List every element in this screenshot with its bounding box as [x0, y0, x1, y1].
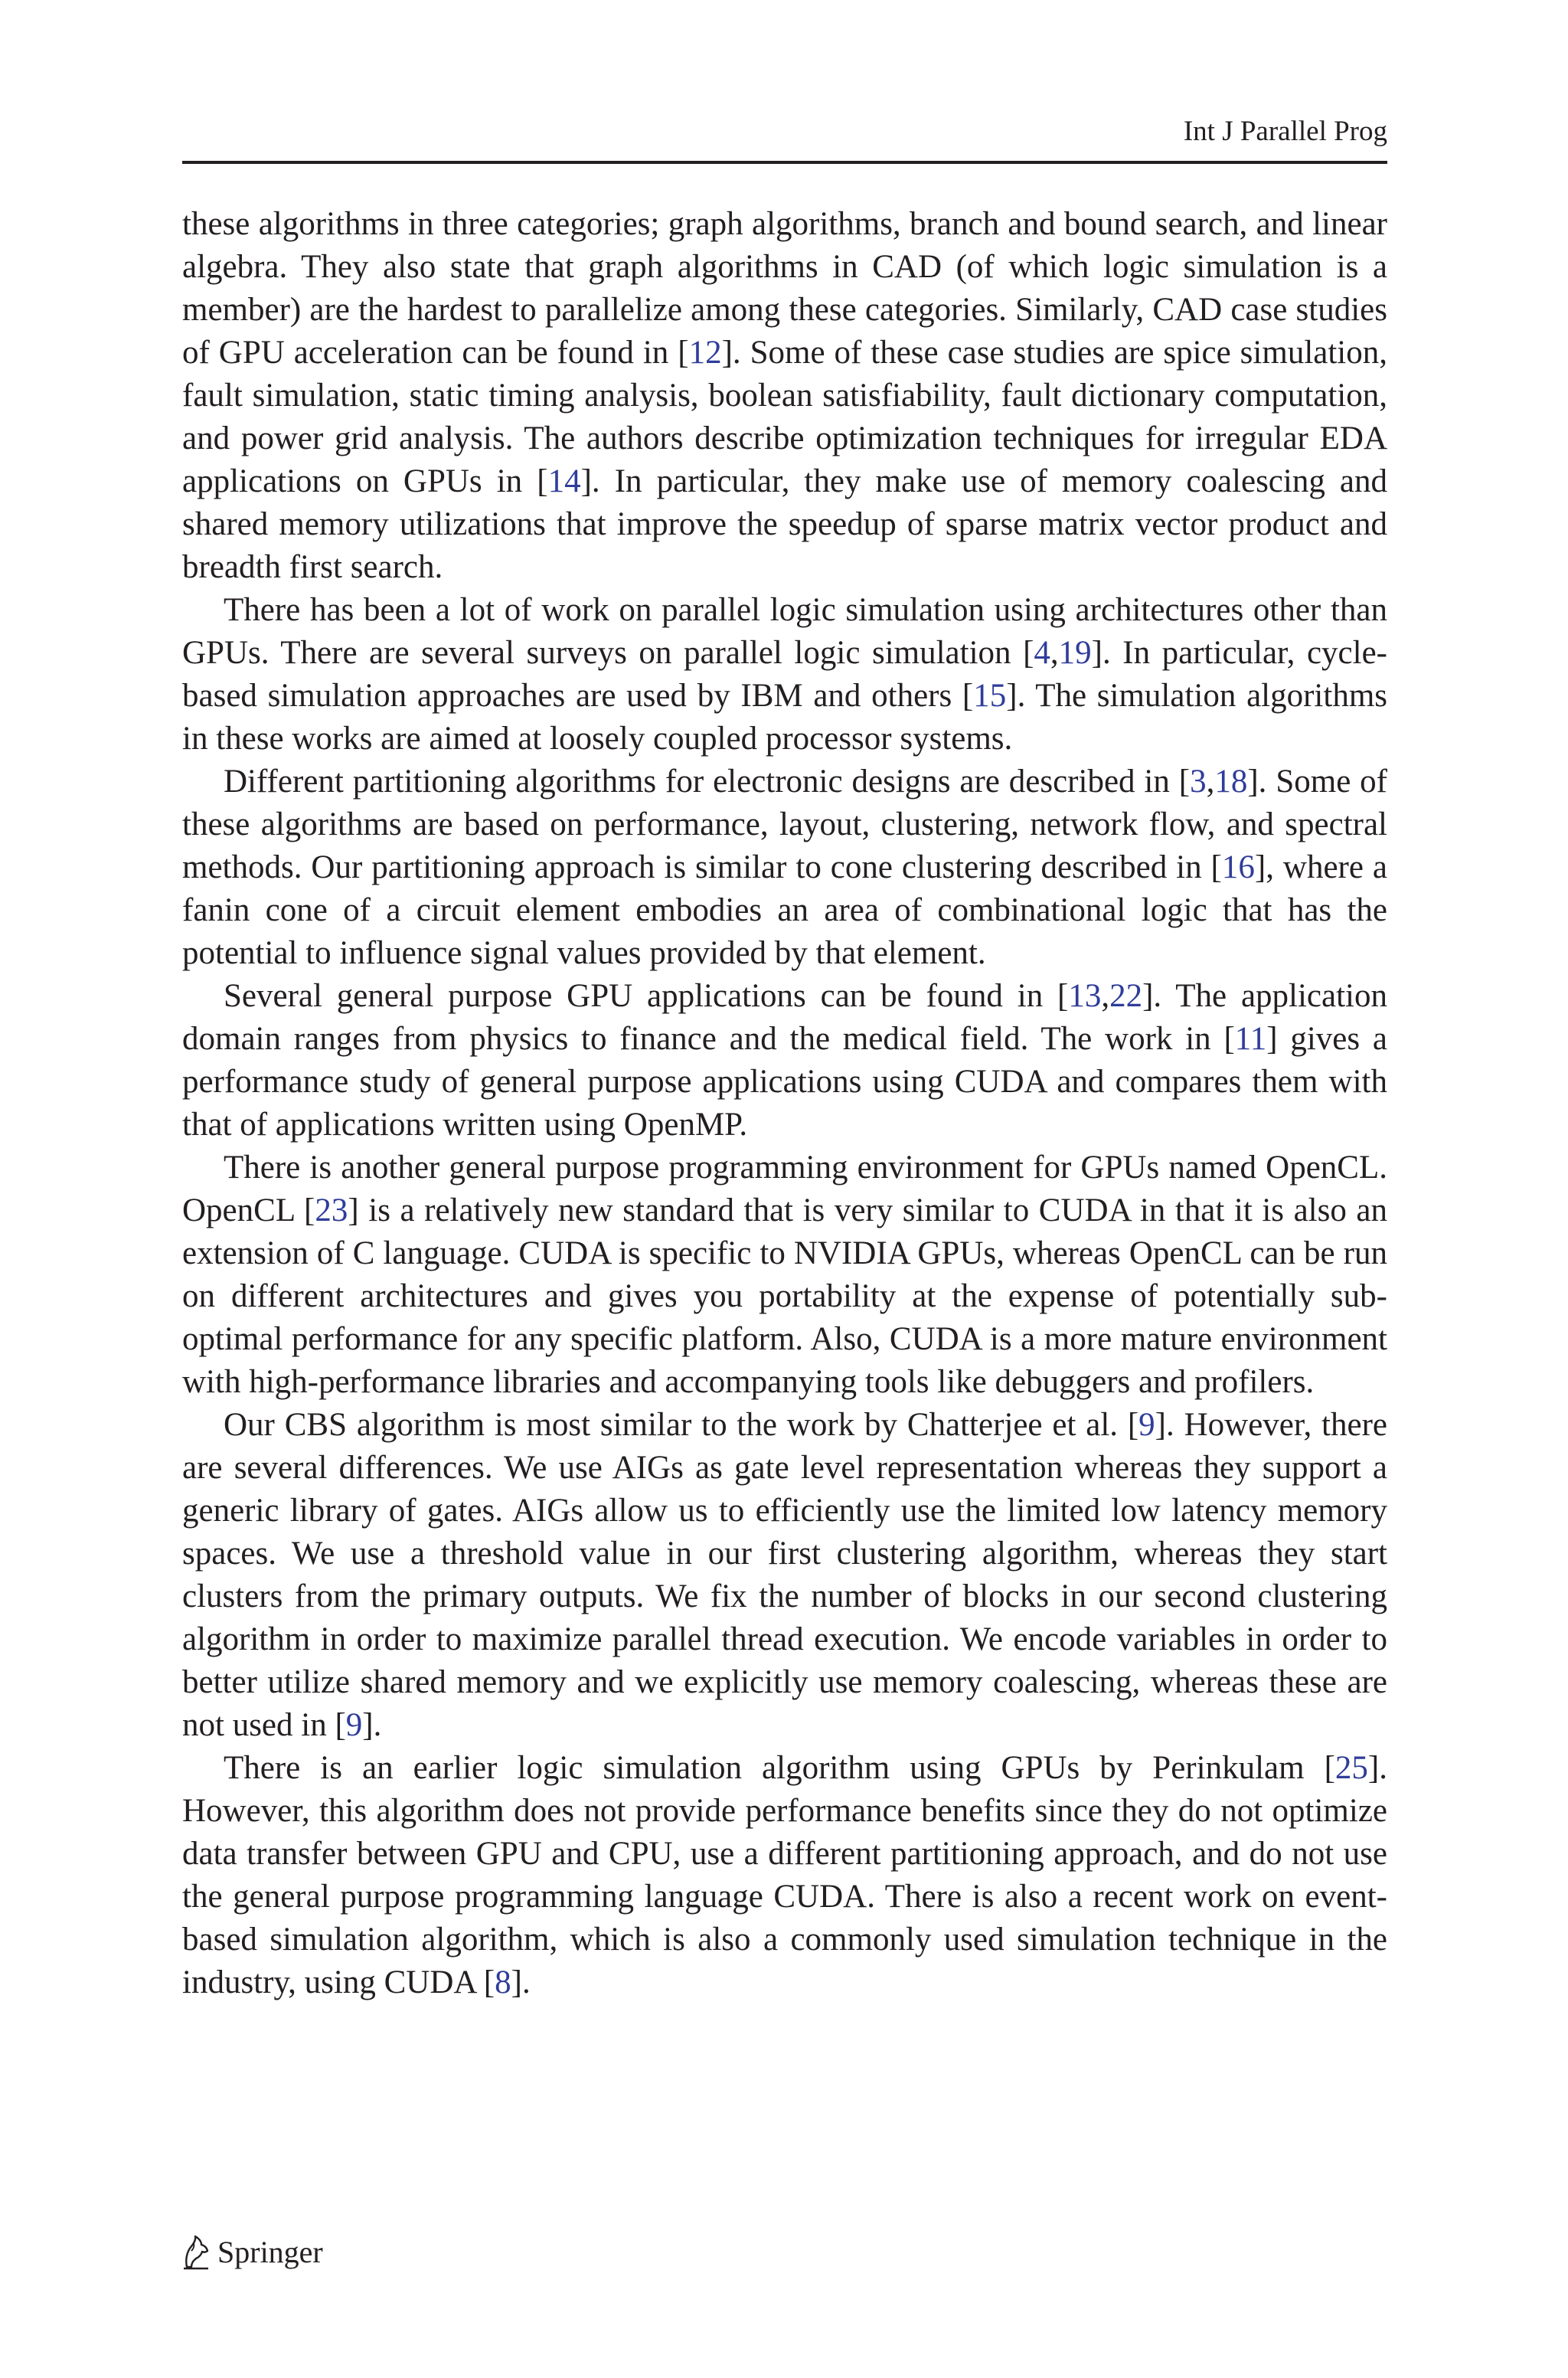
text-run: ,	[1050, 635, 1059, 671]
springer-horse-icon	[181, 2235, 211, 2270]
text-run: ]. In particular, cycle-based simulation approaches are used by IBM and others [	[182, 635, 1387, 714]
text-run: ,	[1206, 764, 1215, 800]
text-run: ]. Some of these algorithms are based on performance, layout, clustering, network flow, and spectral methods. Our partitioning approach is similar to cone clustering described in [	[182, 764, 1387, 885]
running-head	[182, 113, 1387, 164]
text-run: There has been a lot of work on parallel logic simulation using architectures other than GPUs. There are several surveys on parallel logic simulation [	[182, 592, 1387, 671]
text-run: ]. The application domain ranges from physics to finance and the medical field. The work in [	[182, 978, 1387, 1057]
text-run: ]. However, there are several differences. We use AIGs as gate level representation whereas they support a generic library of gates. AIGs allow us to efficiently use the limited low latency memory spaces. We use a threshold value in our first clustering algorithm, whereas they start clusters from the primary outputs. We fix the number of blocks in our second clustering algorithm in order to maximize parallel thread execution. We encode variables in order to better utilize shared memory and we explicitly use memory coalescing, whereas these are not used in [	[182, 1407, 1387, 1743]
text-run: ]. Some of these case studies are spice simulation, fault simulation, static timing analysis, boolean satisfiability, fault dictionary computation, and power grid analysis. The authors describe optimization techniques for irregular EDA applications on GPUs in [	[182, 335, 1387, 499]
text-run: ] is a relatively new standard that is very similar to CUDA in that it is also an extension of C language. CUDA is specific to NVIDIA GPUs, whereas OpenCL can be run on different architectures and gives you portability at the expense of potentially sub-optimal performance for any specific platform. Also, CUDA is a more mature environment with high-performance libraries and accompanying tools like debuggers and profilers.	[182, 1192, 1387, 1400]
citation-link[interactable]: 9	[1138, 1407, 1155, 1443]
citation-link[interactable]: 14	[547, 463, 581, 499]
citation-link[interactable]: 23	[315, 1192, 348, 1228]
paragraph-2	[182, 589, 1387, 761]
text-run: Our CBS algorithm is most similar to the work by Chatterjee et al. [	[224, 1407, 1139, 1443]
text-run: ,	[1101, 978, 1110, 1014]
paragraph-3	[182, 761, 1387, 975]
citation-link[interactable]: 19	[1058, 635, 1092, 671]
paragraph-6	[182, 1404, 1387, 1747]
citation-link[interactable]: 25	[1334, 1750, 1368, 1786]
text-run: Different partitioning algorithms for electronic designs are described in [	[224, 764, 1191, 800]
text-run: ], where a fanin cone of a circuit element embodies an area of combinational logic that has the potential to influence signal values provided by that element.	[182, 849, 1387, 971]
citation-link[interactable]: 9	[345, 1707, 363, 1743]
publisher-name: Springer	[217, 2235, 323, 2269]
paragraph-7	[182, 1747, 1387, 2004]
citation-link[interactable]: 13	[1068, 978, 1102, 1014]
citation-link[interactable]: 8	[495, 1964, 511, 2000]
citation-link[interactable]: 22	[1109, 978, 1143, 1014]
text-run: ]. The simulation algorithms in these works are aimed at loosely coupled processor systems.	[182, 678, 1387, 757]
text-run: ].	[511, 1964, 531, 2000]
text-run: ]. However, this algorithm does not provide performance benefits since they do not optimize data transfer between GPU and CPU, use a different partitioning approach, and do not use the general purpose programming language CUDA. There is also a recent work on event-based simulation algorithm, which is also a commonly used simulation technique in the industry, using CUDA [	[182, 1750, 1387, 2000]
paragraph-5	[182, 1146, 1387, 1404]
citation-link[interactable]: 4	[1034, 635, 1050, 671]
citation-link[interactable]: 16	[1221, 849, 1255, 885]
page-footer	[181, 2232, 323, 2273]
paragraph-4	[182, 975, 1387, 1146]
text-run: There is an earlier logic simulation algorithm using GPUs by Perinkulam [	[224, 1750, 1335, 1786]
text-run: Several general purpose GPU applications can be found in [	[224, 978, 1069, 1014]
text-run: ]. In particular, they make use of memory coalescing and shared memory utilizations that improve the speedup of sparse matrix vector product and breadth first search.	[182, 463, 1387, 585]
citation-link[interactable]: 15	[973, 678, 1007, 714]
text-run: There is another general purpose programming environment for GPUs named OpenCL. OpenCL [	[182, 1150, 1387, 1228]
citation-link[interactable]: 12	[688, 335, 722, 371]
text-run: ] gives a performance study of general purpose applications using CUDA and compares them with that of applications written using OpenMP.	[182, 1021, 1387, 1143]
text-run: these algorithms in three categories; graph algorithms, branch and bound search, and linear algebra. They also state that graph algorithms in CAD (of which logic simulation is a member) are the hardest to parallelize among these categories. Similarly, CAD case studies of GPU acceleration can be found in [	[182, 206, 1387, 371]
citation-link[interactable]: 3	[1190, 764, 1207, 800]
citation-link[interactable]: 11	[1234, 1021, 1267, 1057]
body-text	[182, 203, 1387, 2004]
paragraph-1	[182, 203, 1387, 589]
text-run: ].	[362, 1707, 382, 1743]
journal-name: Int J Parallel Prog	[1183, 116, 1387, 147]
citation-link[interactable]: 18	[1214, 764, 1248, 800]
